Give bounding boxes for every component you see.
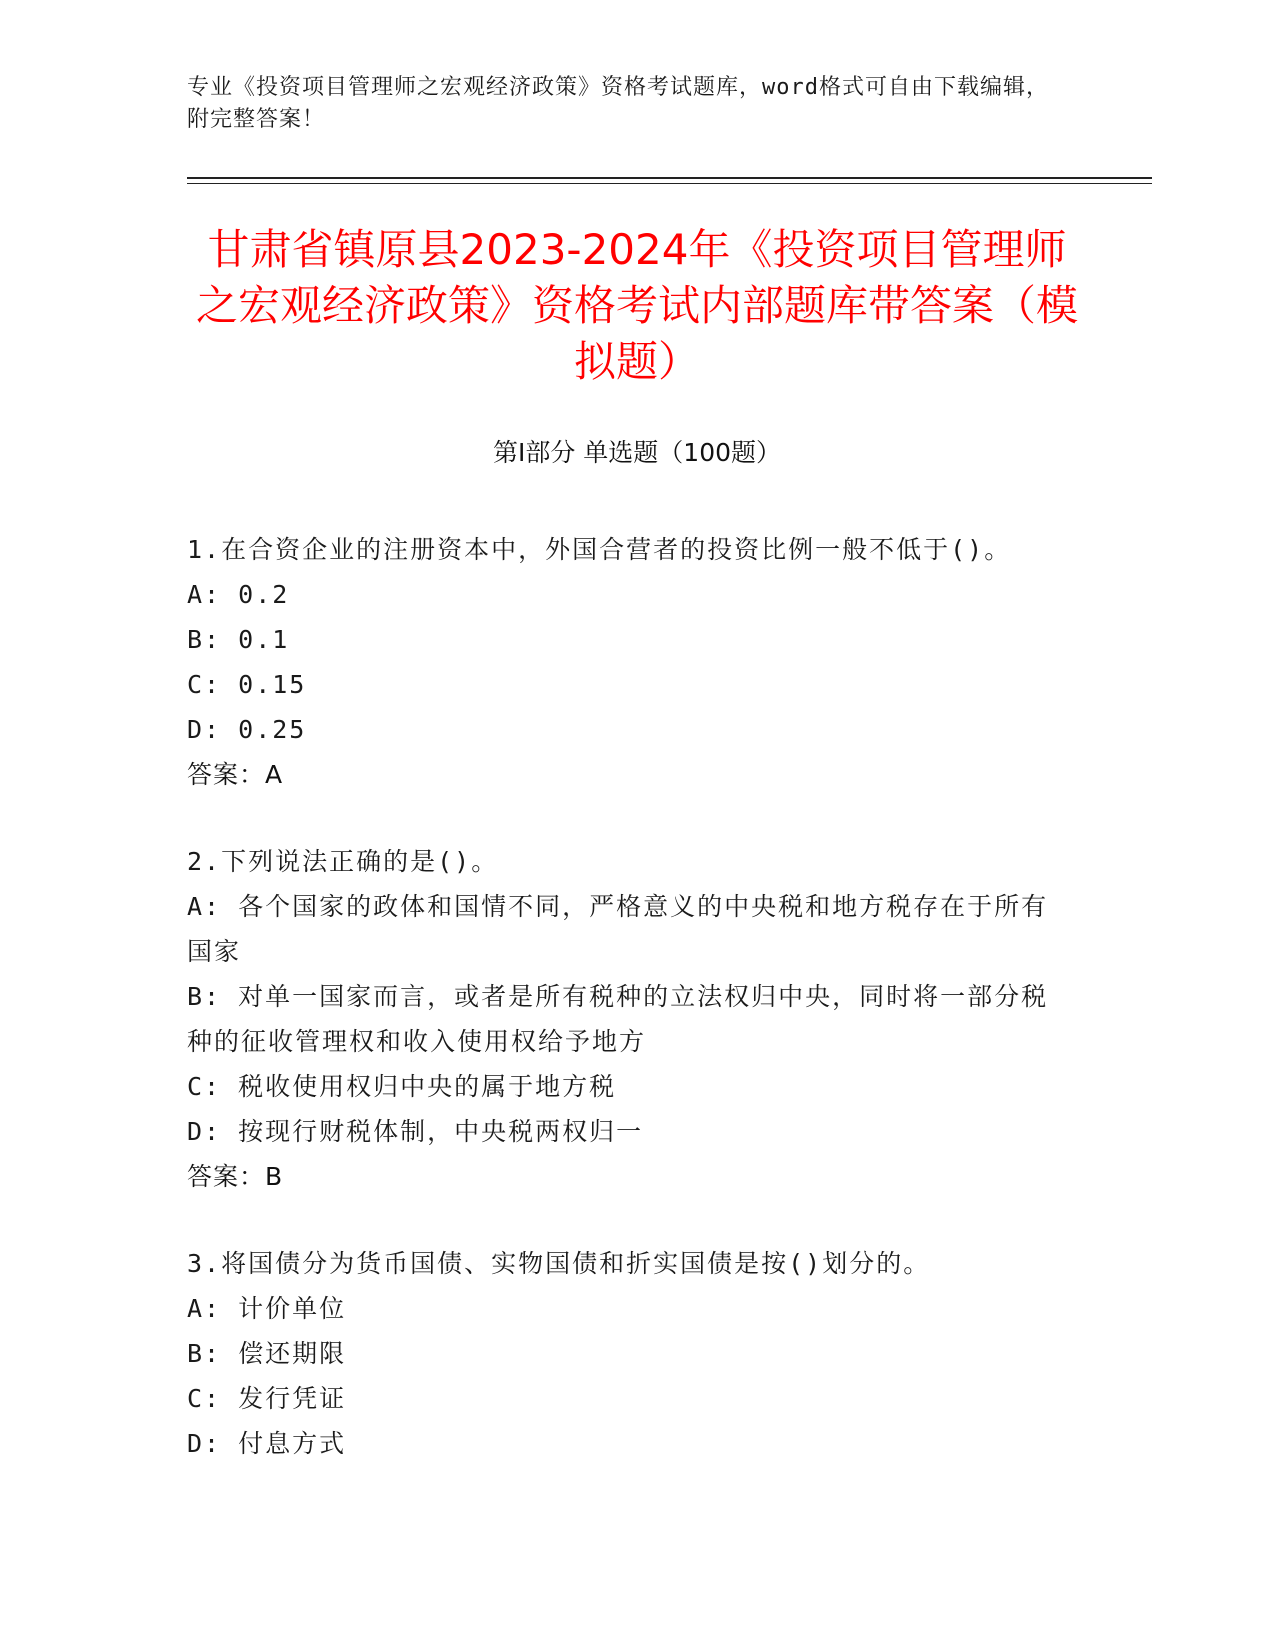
header-divider-thin: [187, 183, 1152, 184]
question-stem: 3.将国债分为货币国债、实物国债和折实国债是按()划分的。: [187, 1249, 931, 1278]
header-divider-thick: [187, 177, 1152, 179]
option-a: A: 0.2: [187, 580, 290, 609]
option-c: C: 税收使用权归中央的属于地方税: [187, 1072, 617, 1101]
option-a: A: 各个国家的政体和国情不同，严格意义的中央税和地方税存在于所有国家: [187, 892, 1049, 966]
question-list: [187, 527, 1067, 1508]
question-2: [187, 839, 1067, 1199]
question-stem: 1.在合资企业的注册资本中，外国合营者的投资比例一般不低于()。: [187, 535, 1012, 564]
option-b: B: 对单一国家而言，或者是所有税种的立法权归中央，同时将一部分税种的征收管理权和收入使用权给予地方: [187, 982, 1049, 1056]
option-d: D: 0.25: [187, 715, 307, 744]
option-b: B: 偿还期限: [187, 1339, 347, 1368]
option-d: D: 按现行财税体制，中央税两权归一: [187, 1117, 644, 1146]
option-c: C: 发行凭证: [187, 1384, 347, 1413]
question-1: [187, 527, 1067, 797]
option-d: D: 付息方式: [187, 1429, 347, 1458]
section-title: 第Ⅰ部分 单选题（100题）: [492, 438, 782, 467]
header-note: 专业《投资项目管理师之宏观经济政策》资格考试题库，word格式可自由下载编辑，附完整答案！: [187, 75, 1049, 132]
answer-key: 答案：A: [187, 760, 284, 789]
question-3: [187, 1241, 1067, 1466]
option-b: B: 0.1: [187, 625, 290, 654]
option-c: C: 0.15: [187, 670, 307, 699]
question-stem: 2.下列说法正确的是()。: [187, 847, 499, 876]
option-a: A: 计价单位: [187, 1294, 347, 1323]
document-title: 甘肃省镇原县2023-2024年《投资项目管理师之宏观经济政策》资格考试内部题库带答案（模拟题）: [195, 225, 1078, 386]
answer-key: 答案：B: [187, 1162, 284, 1191]
